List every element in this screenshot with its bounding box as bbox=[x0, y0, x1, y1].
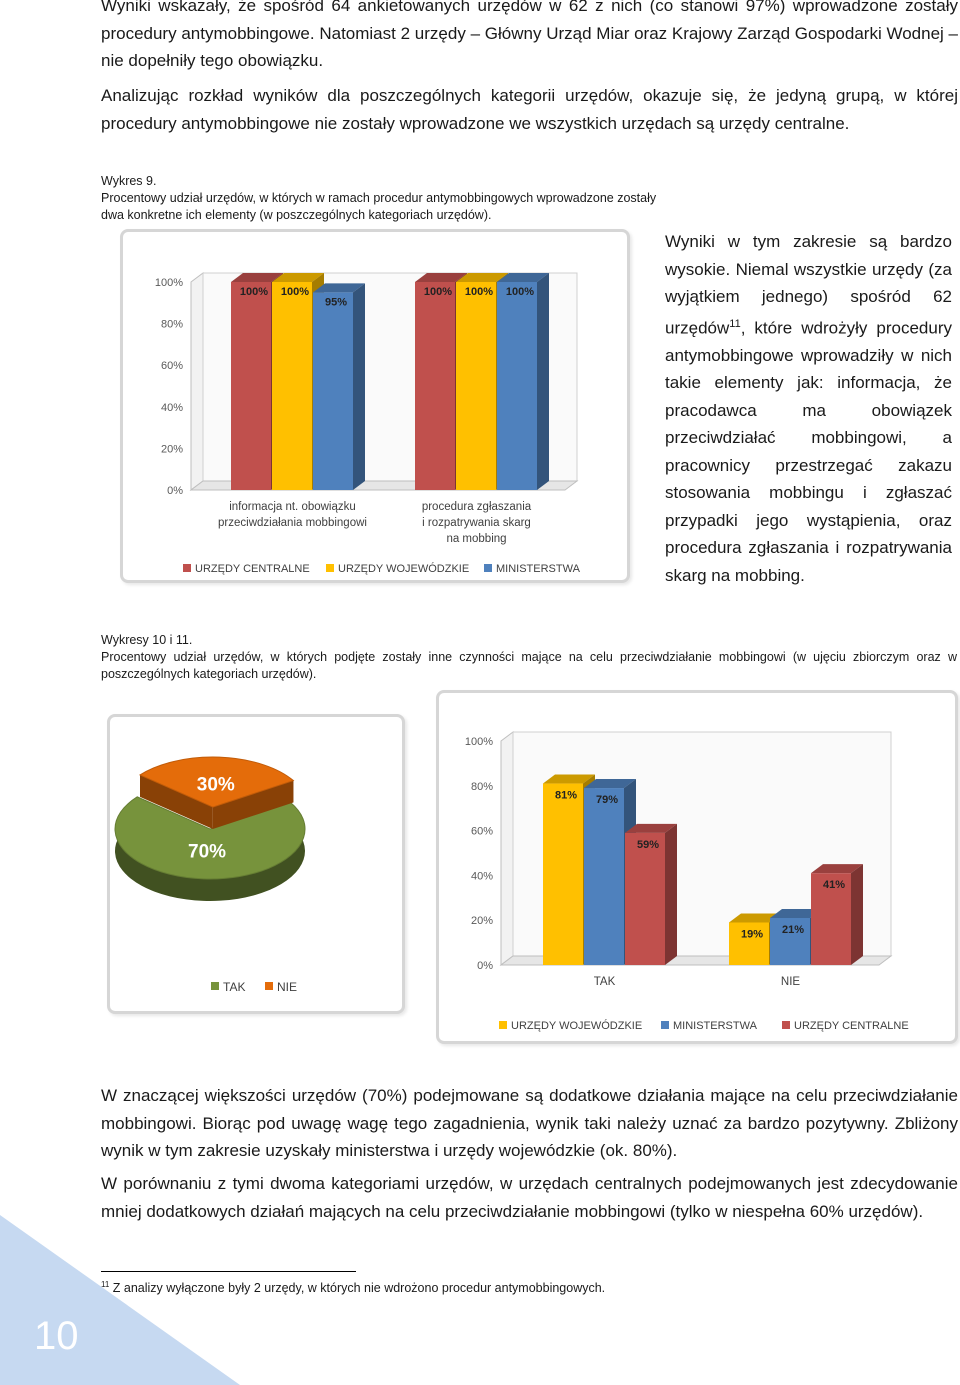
chart11-svg bbox=[439, 693, 955, 1041]
category-label: przeciwdziałania mobbingowi bbox=[218, 517, 367, 529]
analysis-paragraph: Analizując rozkład wyników dla poszczególnych kategorii urzędów, okazuje się, że jedyną grupą, w której procedury antymobbingowe nie zostały wprowadzone we wszystkich urzędach są urzędy centralne. bbox=[101, 86, 958, 133]
category-label: i rozpatrywania skarg bbox=[422, 517, 531, 529]
chart1011-label: Wykresy 10 i 11. bbox=[101, 633, 193, 647]
y-tick-label: 40% bbox=[160, 401, 183, 414]
bar bbox=[456, 282, 496, 490]
legend-swatch bbox=[661, 1021, 669, 1029]
y-tick-label: 0% bbox=[477, 960, 493, 972]
legend-label: NIE bbox=[277, 980, 298, 994]
bar bbox=[497, 282, 537, 490]
data-label: 95% bbox=[324, 296, 348, 309]
pie-value-label: 30% bbox=[196, 774, 235, 796]
legend-swatch bbox=[484, 564, 492, 572]
y-tick-label: 100% bbox=[154, 277, 183, 289]
category-label: TAK bbox=[593, 976, 616, 988]
bar-side bbox=[353, 283, 365, 490]
chart11-frame bbox=[436, 690, 958, 1044]
y-tick-label: 80% bbox=[470, 780, 493, 793]
pie-value-label: 70% bbox=[188, 841, 227, 863]
legend-swatch bbox=[782, 1021, 790, 1029]
data-label: 100% bbox=[464, 286, 494, 298]
data-label: 79% bbox=[595, 794, 619, 807]
y-tick-label: 100% bbox=[464, 736, 493, 748]
y-tick-label: 40% bbox=[470, 870, 493, 883]
chart9-label: Wykres 9. bbox=[101, 174, 157, 188]
side-wall bbox=[501, 732, 513, 965]
chart1011-caption: Procentowy udział urzędów, w których podjęte zostały inne czynności mające na celu przeciwdziałanie mobbingowi (w ujęciu zbiorczym oraz w poszczególnych kategoriach urzędów). bbox=[101, 650, 957, 681]
legend-label: TAK bbox=[223, 980, 246, 994]
category-label: na mobbing bbox=[446, 533, 507, 545]
legend-swatch bbox=[326, 564, 334, 572]
legend-label: URZĘDY WOJEWÓDZKIE bbox=[511, 1020, 643, 1032]
legend-swatch bbox=[183, 564, 191, 572]
comparison-paragraph: W porównaniu z tymi dwoma kategoriami urzędów, w urzędach centralnych podejmowanych jest zdecydowanie mniej dodatkowych działań mających na celu przeciwdziałanie mobbingowi (tylko w niespełna 60% urzędów). bbox=[101, 1174, 958, 1221]
legend-label: URZĘDY CENTRALNE bbox=[195, 563, 310, 575]
bar-side bbox=[665, 824, 677, 965]
category-label: informacja nt. obowiązku bbox=[229, 501, 356, 513]
bar bbox=[543, 784, 583, 965]
legend-swatch bbox=[211, 982, 219, 990]
chart10-frame bbox=[107, 714, 405, 1014]
corner-decoration bbox=[0, 1215, 240, 1385]
bar bbox=[313, 292, 353, 490]
side-wall bbox=[191, 273, 203, 490]
footnote-text: Z analizy wyłączone były 2 urzędy, w których nie wdrożono procedur antymobbingowych. bbox=[109, 1281, 606, 1296]
data-label: 19% bbox=[740, 928, 764, 941]
chart9-caption: Procentowy udział urzędów, w których w ramach procedur antymobbingowych wprowadzone zostały dwa konkretne ich elementy (w poszczególnych kategoriach urzędów). bbox=[101, 191, 657, 222]
y-tick-label: 20% bbox=[470, 915, 493, 928]
data-label: 21% bbox=[781, 923, 805, 936]
category-label: NIE bbox=[780, 976, 801, 988]
y-tick-label: 0% bbox=[167, 485, 183, 497]
y-tick-label: 20% bbox=[160, 443, 183, 456]
bar-side bbox=[851, 864, 863, 965]
data-label: 100% bbox=[505, 286, 535, 298]
data-label: 59% bbox=[636, 838, 660, 851]
legend-label: URZĘDY WOJEWÓDZKIE bbox=[338, 563, 470, 575]
data-label: 41% bbox=[822, 879, 846, 892]
legend-label: MINISTERSTWA bbox=[673, 1020, 757, 1032]
bar-side bbox=[537, 273, 549, 490]
data-label: 100% bbox=[239, 286, 269, 298]
bar bbox=[272, 282, 312, 490]
intro-paragraph: Wyniki wskazały, że spośród 64 ankietowanych urzędów w 62 z nich (co stanowi 97%) wprowadzone zostały procedury antymobbingowe. Natomiast 2 urzędy – Główny Urząd Miar oraz Krajowy Zarząd Gospodarki Wodnej – nie dopełniły tego obowiązku. bbox=[101, 0, 958, 70]
page-number: 10 bbox=[34, 1314, 79, 1358]
bar bbox=[415, 282, 455, 490]
category-label: procedura zgłaszania bbox=[421, 501, 532, 513]
bar bbox=[584, 788, 624, 965]
legend-swatch bbox=[499, 1021, 507, 1029]
summary-paragraph: W znaczącej większości urzędów (70%) podejmowane są dodatkowe działania mające na celu przeciwdziałanie mobbingowi. Biorąc pod uwagę wagę tego zagadnienia, wynik taki należy uznać za bardzo pozytywny. Zbliżony wynik w tym zakresie uzyskały ministerstwa i urzędy wojewódzkie (ok. 80%). bbox=[101, 1086, 958, 1160]
side-text-before: Wyniki w tym zakresie są bardzo wysokie. Niemal wszystkie urzędy (za wyjątkiem jednego) spośród 62 urzędów bbox=[665, 232, 952, 338]
bar bbox=[625, 833, 665, 965]
data-label: 100% bbox=[423, 286, 453, 298]
y-tick-label: 80% bbox=[160, 318, 183, 331]
data-label: 100% bbox=[280, 286, 310, 298]
chart9-svg bbox=[123, 232, 627, 580]
legend-label: URZĘDY CENTRALNE bbox=[794, 1020, 909, 1032]
data-label: 81% bbox=[554, 789, 578, 802]
side-paragraph bbox=[665, 228, 952, 589]
legend-label: MINISTERSTWA bbox=[496, 563, 580, 575]
bar bbox=[231, 282, 271, 490]
footnote-mark: 11 bbox=[101, 1280, 110, 1289]
legend-swatch bbox=[265, 982, 273, 990]
y-tick-label: 60% bbox=[470, 825, 493, 838]
chart9-frame bbox=[120, 229, 630, 583]
y-tick-label: 60% bbox=[160, 360, 183, 373]
footnote-ref: 11 bbox=[729, 317, 741, 330]
chart10-svg bbox=[110, 717, 402, 1011]
side-text-after: , które wdrożyły procedury antymobbingowe wprowadziły w nich takie elementy jak: informacja, że pracodawca ma obowiązek przeciwdziałać mobbingowi, a pracownicy przestrzegać zakazu stosowania mobbingu i zgłaszać przypadki jego wystąpienia, oraz procedura zgłaszania i rozpatrywania skarg na mobbing. bbox=[665, 318, 952, 585]
